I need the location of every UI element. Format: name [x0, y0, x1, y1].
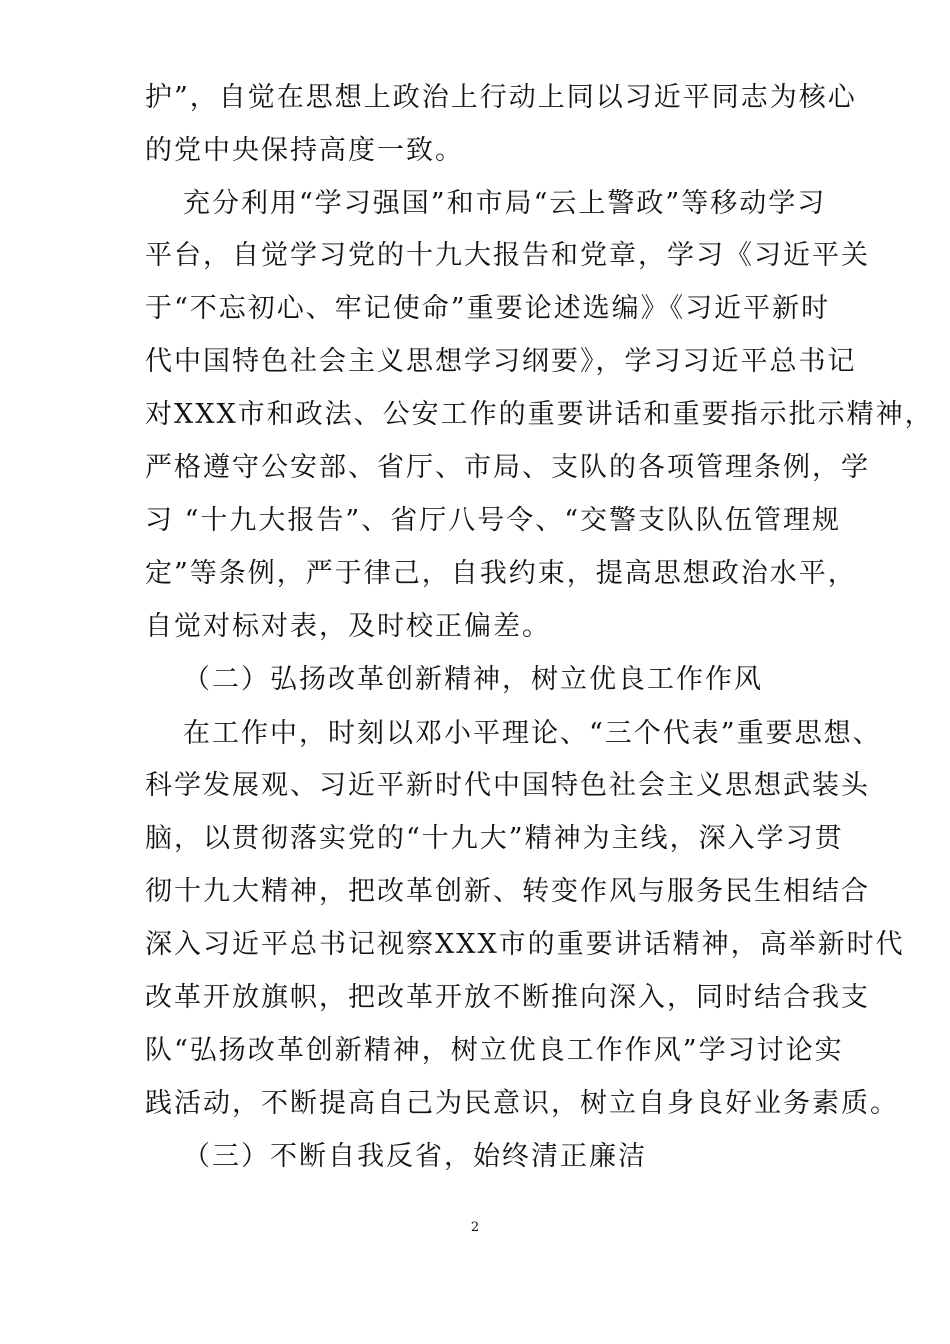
text-line: 队“弘扬改革创新精神，树立优良工作作风”学习讨论实: [145, 1035, 844, 1066]
text-line: 于“不忘初心、牢记使命”重要论述选编》《习近平新时: [145, 293, 831, 324]
text-line: 代中国特色社会主义思想学习纲要》，学习习近平总书记: [145, 346, 857, 377]
page-number: 2: [470, 1220, 480, 1235]
text-line: 科学发展观、习近平新时代中国特色社会主义思想武装头: [145, 770, 870, 801]
text-line: 彻十九大精神，把改革创新、转变作风与服务民生相结合: [145, 876, 870, 907]
text-line: 自觉对标对表，及时校正偏差。: [145, 611, 551, 642]
text-line: 充分利用“学习强国”和市局“云上警政”等移动学习: [183, 188, 827, 219]
text-line: 平台，自觉学习党的十九大报告和党章，学习《习近平关: [145, 240, 870, 271]
text-line: 践活动，不断提高自己为民意识，树立自身良好业务素质。: [145, 1088, 899, 1119]
text-line: 改革开放旗帜，把改革开放不断推向深入，同时结合我支: [145, 982, 870, 1013]
text-line: 定”等条例，严于律己，自我约束，提高思想政治水平，: [145, 558, 857, 589]
text-line: 深入习近平总书记视察XXX市的重要讲话精神，高举新时代: [145, 929, 905, 960]
text-line: 对XXX市和政法、公安工作的重要讲话和重要指示批示精神，: [145, 399, 934, 430]
text-line: 脑，以贯彻落实党的“十九大”精神为主线，深入学习贯: [145, 823, 844, 854]
section-heading: （二）弘扬改革创新精神，树立优良工作作风: [183, 664, 763, 695]
text-line: 习 “十九大报告”、省厅八号令、“交警支队队伍管理规: [145, 505, 841, 536]
text-line: 严格遵守公安部、省厅、市局、支队的各项管理条例，学: [145, 452, 870, 483]
section-heading: （三）不断自我反省，始终清正廉洁: [183, 1141, 647, 1172]
text-line: 的党中央保持高度一致。: [145, 135, 464, 166]
text-line: 在工作中，时刻以邓小平理论、“三个代表”重要思想、: [183, 718, 882, 749]
text-line: 护”，自觉在思想上政治上行动上同以习近平同志为核心: [145, 82, 857, 113]
